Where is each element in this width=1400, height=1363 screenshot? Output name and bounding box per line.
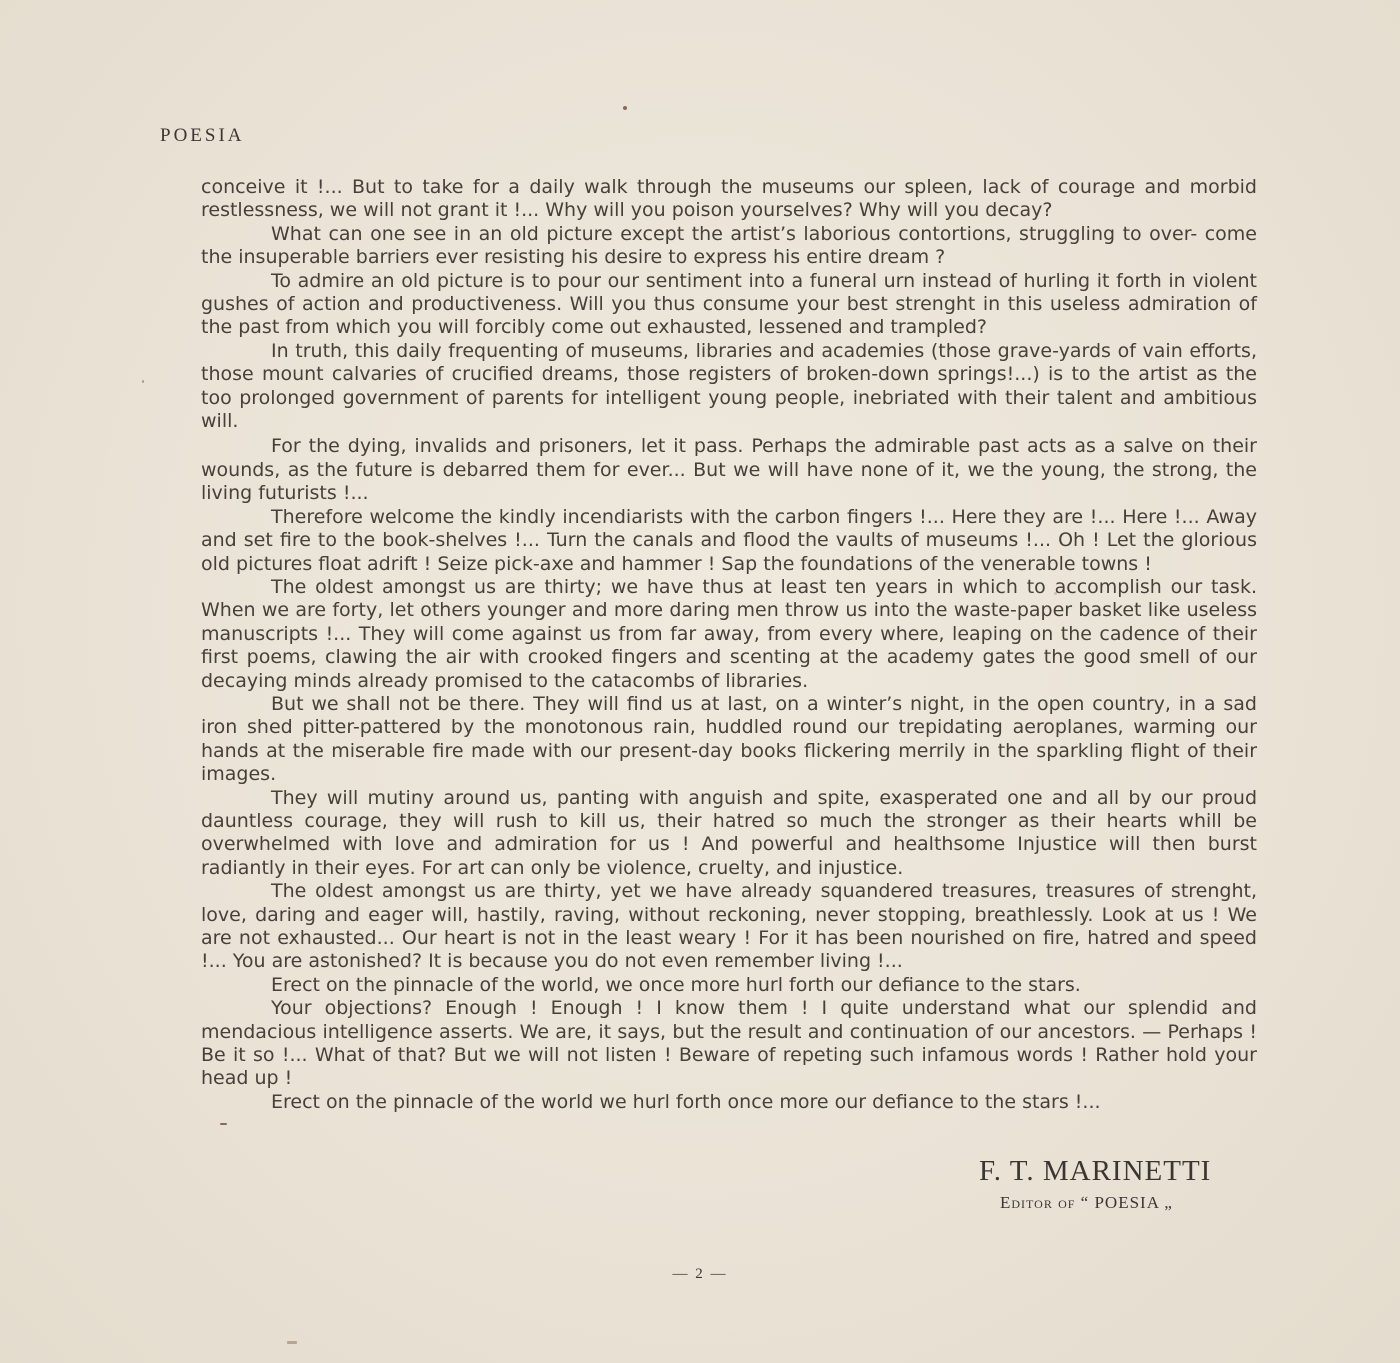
manifesto-body xyxy=(201,176,1257,1114)
paragraph: The oldest amongst us are thirty; we have thus at least ten years in which to accomplish our task. When we are forty, let others younger and more daring men throw us into the waste-paper basket like useless manuscripts !... They will come against us from far away, from every where, leaping on the cadence of their first poems, clawing the air with crooked fingers and scenting at the academy gates the good smell of our decaying minds already promised to the catacombs of libraries. xyxy=(201,575,1257,692)
page-number: — 2 — xyxy=(672,1266,728,1282)
author-role xyxy=(1000,1193,1173,1213)
paragraph: Erect on the pinnacle of the world we hurl forth once more our defiance to the stars !... xyxy=(271,1090,1101,1113)
paragraph: The oldest amongst us are thirty, yet we have already squandered treasures, treasures of strenght, love, daring and eager will, hastily, raving, without reckoning, never stopping, breathlessly. Look at us ! We are not exhausted... Our heart is not in the least weary ! For it has been nourished on fire, hatred and speed !... You are astonished? It is because you do not even remember living !... xyxy=(201,880,1257,973)
paragraph: Therefore welcome the kindly incendiarists with the carbon fingers !... Here they are !... Here !... Away and set fire to the book-shelves !... Turn the canals and flood the vaults of museums !... Oh ! Let the glorious old pictures float adrift ! Seize pick-axe and hammer ! Sap the foundations of the venerable towns ! xyxy=(201,505,1257,575)
author-signature: F. T. MARINETTI xyxy=(979,1155,1212,1187)
author-role-text: Editor of “ POESIA „ xyxy=(1000,1193,1173,1212)
paper-speck xyxy=(623,106,627,110)
paragraph: Erect on the pinnacle of the world, we once more hurl forth our defiance to the stars. xyxy=(271,973,1081,996)
paragraph: In truth, this daily frequenting of museums, libraries and academies (those grave-yards of vain efforts, those mount calvaries of crucified dreams, those registers of broken-down springs!...) is to the artist as the too prolonged government of parents for intelligent young people, inebriated with their talent and ambitious will. xyxy=(201,339,1257,433)
paper-speck xyxy=(1054,592,1057,595)
running-header: POESIA xyxy=(160,125,245,146)
paper-speck xyxy=(142,380,144,383)
paragraph: They will mutiny around us, panting with anguish and spite, exasperated one and all by our proud dauntless courage, they will rush to kill us, their hatred so much the stronger as their hearts whill be overwhelmed with love and admiration for us ! And powerful and healthsome Injustice will then burst radiantly in their eyes. For art can only be violence, cruelty, and injustice. xyxy=(201,786,1257,879)
paper-speck xyxy=(287,1341,297,1344)
paragraph: For the dying, invalids and prisoners, let it pass. Perhaps the admirable past acts as a salve on their wounds, as the future is debarred them for ever... But we will have none of it, we the young, the strong, the living futurists !... xyxy=(201,435,1257,505)
paper-speck xyxy=(220,1123,227,1125)
paragraph: conceive it !... But to take for a daily walk through the museums our spleen, lack of courage and morbid restlessness, we will not grant it !... Why will you poison yourselves? Why will you decay? xyxy=(201,176,1257,222)
paragraph: To admire an old picture is to pour our sentiment into a funeral urn instead of hurling it forth in violent gushes of action and productiveness. Will you thus consume your best strenght in this useless admiration of the past from which you will forcibly come out exhausted, lessened and trampled? xyxy=(201,269,1257,339)
paragraph: What can one see in an old picture except the artist’s laborious contortions, struggling to over- come the insuperable barriers ever resisting his desire to express his entire dream ? xyxy=(201,222,1257,269)
paragraph: But we shall not be there. They will find us at last, on a winter’s night, in the open country, in a sad iron shed pitter-pattered by the monotonous rain, huddled round our trepidating aeroplanes, warming our hands at the miserable fire made with our present-day books flickering merrily in the sparkling flight of their images. xyxy=(201,692,1257,786)
paragraph: Your objections? Enough ! Enough ! I know them ! I quite understand what our splendid and mendacious intelligence asserts. We are, it says, but the result and continuation of our ancestors. — Perhaps ! Be it so !... What of that? But we will not listen ! Beware of repeting such infamous words ! Rather hold your head up ! xyxy=(201,997,1257,1090)
